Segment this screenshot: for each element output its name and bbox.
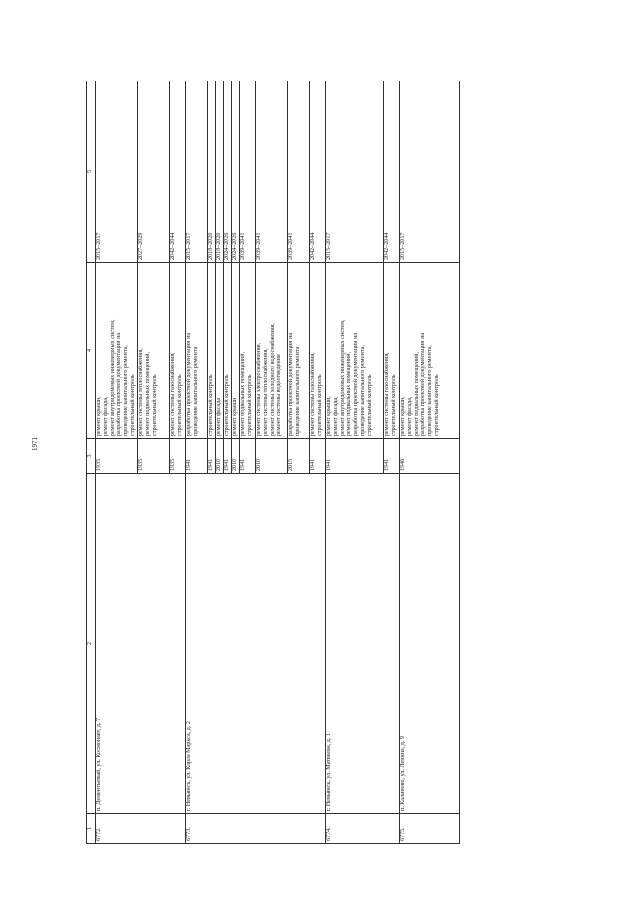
work-list-cell: ремонт крыши [231, 263, 239, 439]
build-year-cell: 1941 [185, 439, 207, 474]
build-year-cell: 1935 [169, 439, 185, 474]
work-list-cell: ремонт крыши, ремонт фасада, ремонт внутридомовых инженерных систем, разработка проектной документации на проведение капитального ремонта, строительный контроль [96, 263, 138, 439]
build-year-cell: 2010 [255, 439, 287, 474]
entry-number: 6774. [325, 814, 399, 844]
work-list-cell: строительный контроль [207, 263, 215, 439]
table-container [86, 81, 606, 844]
build-year-cell: 1941 [207, 439, 215, 474]
table-row [96, 81, 138, 844]
column-header: 4 [87, 263, 96, 439]
table-row [185, 81, 207, 844]
work-list-cell: ремонт системы газоснабжения, строительный контроль [169, 263, 185, 439]
repair-period-cell: 2024–2026 [223, 81, 231, 263]
entry-address: г. Невьянск, ул. Карла Маркса, д. 2 [185, 474, 325, 814]
work-list-cell: ремонт системы газоснабжения, строительный контроль [309, 263, 325, 439]
build-year-cell: 1941 [383, 439, 399, 474]
column-header: 3 [87, 439, 96, 474]
repair-period-cell: 2039–2041 [239, 81, 255, 263]
work-list-cell: ремонт подвальных помещений, строительный контроль [239, 263, 255, 439]
work-list-cell: ремонт системы электроснабжения, ремонт системы теплоснабжения, ремонт системы холодного водоснабжения, ремонт системы водоотведения [255, 263, 287, 439]
build-year-cell: 2010 [231, 439, 239, 474]
repair-period-cell: 2042–2044 [383, 81, 399, 263]
repair-period-cell: 2042–2044 [169, 81, 185, 263]
repair-period-cell: 2018–2020 [207, 81, 215, 263]
repair-period-cell: 2015–2017 [185, 81, 207, 263]
repair-period-cell: 2015–2017 [325, 81, 383, 263]
repair-period-cell: 2039–2041 [287, 81, 309, 263]
rotated-table-frame [86, 81, 606, 844]
work-list-cell: ремонт крыши, ремонт фасада, ремонт подвальных помещений, разработка проектной документации на проведение капитального ремонта, строительный контроль [399, 263, 459, 439]
repair-period-cell: 2039–2041 [255, 81, 287, 263]
entry-number: 6775. [399, 814, 459, 844]
entry-address: п. Дементьевый, ул. Космонавт, д. 7 [96, 474, 186, 814]
header-row [87, 81, 96, 844]
build-year-cell: 1935 [96, 439, 138, 474]
table-row [325, 81, 383, 844]
build-year-cell: 1941 [325, 439, 383, 474]
work-list-cell: разработка проектной документации на проведение капитального ремонта [287, 263, 309, 439]
table-body [96, 81, 460, 844]
column-header: 5 [87, 81, 96, 263]
column-header: 2 [87, 474, 96, 814]
build-year-cell: 1946 [399, 439, 459, 474]
entry-address: п. Калиново, ул. Ленина, д. 9 [399, 474, 459, 814]
work-list-cell: строительный контроль [223, 263, 231, 439]
repair-period-cell: 2015–2017 [96, 81, 138, 263]
repair-schedule-table [86, 81, 460, 844]
build-year-cell: 1941 [223, 439, 231, 474]
work-list-cell: ремонт системы газоснабжения, строительный контроль [383, 263, 399, 439]
work-list-cell: разработка проектной документации на проведение капитального ремонта [185, 263, 207, 439]
repair-period-cell: 2024–2026 [231, 81, 239, 263]
entry-address: г. Невьянск, ул. Матвеева, д. 1 [325, 474, 399, 814]
entry-number: 6773. [185, 814, 325, 844]
work-list-cell: ремонт системы теплоснабжения, ремонт подвальных помещений, строительный контроль [137, 263, 169, 439]
table-row [399, 81, 459, 844]
work-list-cell: ремонт фасада [215, 263, 223, 439]
build-year-cell: 1941 [309, 439, 325, 474]
entry-number: 6772. [96, 814, 186, 844]
repair-period-cell: 2027–2029 [137, 81, 169, 263]
build-year-cell: 1941 [239, 439, 255, 474]
repair-period-cell: 2015–2017 [399, 81, 459, 263]
repair-period-cell: 2018–2020 [215, 81, 223, 263]
column-header: 1 [87, 814, 96, 844]
repair-period-cell: 2042–2044 [309, 81, 325, 263]
page-number: 1971 [31, 437, 39, 451]
work-list-cell: ремонт крыши, ремонт фасада, ремонт внутридомовых инженерных систем, ремонт подвальных помещений, разработка проектной документации на проведение капитального ремонта, строительный контроль [325, 263, 383, 439]
build-year-cell: 1935 [137, 439, 169, 474]
build-year-cell: 2015 [287, 439, 309, 474]
build-year-cell: 2010 [215, 439, 223, 474]
